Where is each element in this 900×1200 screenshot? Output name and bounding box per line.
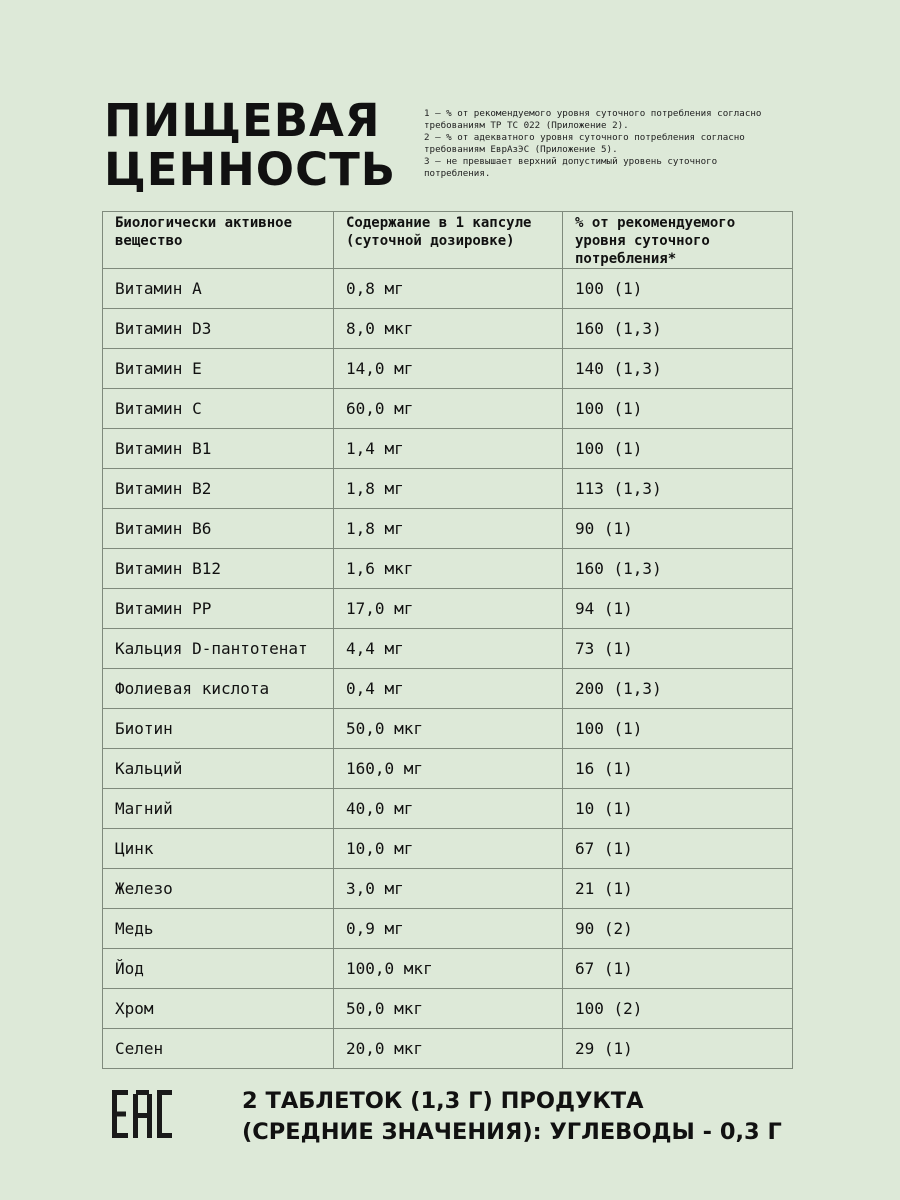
daily-percent-cell: 100 (1) xyxy=(563,269,793,309)
substance-cell: Фолиевая кислота xyxy=(103,669,334,709)
table-body xyxy=(103,269,793,1069)
content-cell: 60,0 мг xyxy=(334,389,563,429)
table-row xyxy=(103,749,793,789)
content-cell: 160,0 мг xyxy=(334,749,563,789)
header-content: Содержание в 1 капсуле (суточной дозировке) xyxy=(334,212,563,269)
content-cell: 10,0 мг xyxy=(334,829,563,869)
content-cell: 8,0 мкг xyxy=(334,309,563,349)
substance-cell: Хром xyxy=(103,989,334,1029)
daily-percent-cell: 21 (1) xyxy=(563,869,793,909)
table-row xyxy=(103,989,793,1029)
substance-cell: Витамин В6 xyxy=(103,509,334,549)
daily-percent-cell: 29 (1) xyxy=(563,1029,793,1069)
footnotes xyxy=(424,108,784,180)
substance-cell: Йод xyxy=(103,949,334,989)
daily-percent-cell: 67 (1) xyxy=(563,949,793,989)
table-row xyxy=(103,909,793,949)
content-cell: 14,0 мг xyxy=(334,349,563,389)
content-cell: 17,0 мг xyxy=(334,589,563,629)
footnote-2: 2 – % от адекватного уровня суточного потребления согласно требованиям ЕврАзЭС (Приложение 5). xyxy=(424,132,751,155)
nutrition-table xyxy=(102,211,793,1069)
substance-cell: Селен xyxy=(103,1029,334,1069)
content-cell: 50,0 мкг xyxy=(334,989,563,1029)
content-cell: 0,9 мг xyxy=(334,909,563,949)
substance-cell: Биотин xyxy=(103,709,334,749)
table-row xyxy=(103,509,793,549)
substance-cell: Цинк xyxy=(103,829,334,869)
content-cell: 3,0 мг xyxy=(334,869,563,909)
substance-cell: Витамин D3 xyxy=(103,309,334,349)
content-cell: 1,4 мг xyxy=(334,429,563,469)
table-row xyxy=(103,709,793,749)
content-cell: 100,0 мкг xyxy=(334,949,563,989)
daily-percent-cell: 160 (1,3) xyxy=(563,549,793,589)
footnote-3: 3 – не превышает верхний допустимый уровень суточного потребления. xyxy=(424,156,723,179)
content-cell: 1,8 мг xyxy=(334,509,563,549)
eac-logo-icon xyxy=(112,1090,172,1138)
header-substance: Биологически активное вещество xyxy=(103,212,334,269)
daily-percent-cell: 140 (1,3) xyxy=(563,349,793,389)
table-row xyxy=(103,349,793,389)
content-cell: 40,0 мг xyxy=(334,789,563,829)
daily-percent-cell: 160 (1,3) xyxy=(563,309,793,349)
substance-cell: Витамин В2 xyxy=(103,469,334,509)
page-title xyxy=(104,96,396,194)
substance-cell: Кальций xyxy=(103,749,334,789)
daily-percent-cell: 113 (1,3) xyxy=(563,469,793,509)
daily-percent-cell: 100 (2) xyxy=(563,989,793,1029)
title-line-2: ЦЕННОСТЬ xyxy=(104,143,397,196)
table-row xyxy=(103,1029,793,1069)
footnote-1: 1 – % от рекомендуемого уровня суточного потребления согласно требованиям ТР ТС 022 (Приложение 2). xyxy=(424,108,767,131)
daily-percent-cell: 16 (1) xyxy=(563,749,793,789)
daily-percent-cell: 90 (1) xyxy=(563,509,793,549)
daily-percent-cell: 10 (1) xyxy=(563,789,793,829)
table-row xyxy=(103,389,793,429)
content-cell: 20,0 мкг xyxy=(334,1029,563,1069)
substance-cell: Витамин В1 xyxy=(103,429,334,469)
substance-cell: Витамин С xyxy=(103,389,334,429)
table-row xyxy=(103,589,793,629)
content-cell: 1,8 мг xyxy=(334,469,563,509)
table-row xyxy=(103,629,793,669)
table-row xyxy=(103,269,793,309)
content-cell: 50,0 мкг xyxy=(334,709,563,749)
daily-percent-cell: 100 (1) xyxy=(563,389,793,429)
table-row xyxy=(103,789,793,829)
header-daily-percent: % от рекомендуемого уровня суточного потребления* xyxy=(563,212,793,269)
eac-certification-logo xyxy=(112,1090,172,1138)
summary-line-2: (СРЕДНИЕ ЗНАЧЕНИЯ): УГЛЕВОДЫ - 0,3 Г xyxy=(242,1119,782,1145)
substance-cell: Кальция D-пантотенат xyxy=(103,629,334,669)
substance-cell: Витамин В12 xyxy=(103,549,334,589)
daily-percent-cell: 73 (1) xyxy=(563,629,793,669)
table-row xyxy=(103,309,793,349)
summary-text xyxy=(242,1086,782,1148)
content-cell: 0,8 мг xyxy=(334,269,563,309)
daily-percent-cell: 67 (1) xyxy=(563,829,793,869)
summary-line-1: 2 ТАБЛЕТОК (1,3 Г) ПРОДУКТА xyxy=(242,1088,644,1114)
substance-cell: Витамин Е xyxy=(103,349,334,389)
content-cell: 1,6 мкг xyxy=(334,549,563,589)
substance-cell: Железо xyxy=(103,869,334,909)
content-cell: 0,4 мг xyxy=(334,669,563,709)
table-row xyxy=(103,669,793,709)
substance-cell: Магний xyxy=(103,789,334,829)
daily-percent-cell: 200 (1,3) xyxy=(563,669,793,709)
daily-percent-cell: 100 (1) xyxy=(563,429,793,469)
table-header-row xyxy=(103,212,793,269)
table-row xyxy=(103,549,793,589)
daily-percent-cell: 100 (1) xyxy=(563,709,793,749)
substance-cell: Медь xyxy=(103,909,334,949)
table-row xyxy=(103,949,793,989)
substance-cell: Витамин РР xyxy=(103,589,334,629)
title-line-1: ПИЩЕВАЯ xyxy=(104,94,381,147)
content-cell: 4,4 мг xyxy=(334,629,563,669)
table-row xyxy=(103,429,793,469)
daily-percent-cell: 94 (1) xyxy=(563,589,793,629)
table-row xyxy=(103,829,793,869)
daily-percent-cell: 90 (2) xyxy=(563,909,793,949)
table-row xyxy=(103,869,793,909)
table-row xyxy=(103,469,793,509)
substance-cell: Витамин А xyxy=(103,269,334,309)
